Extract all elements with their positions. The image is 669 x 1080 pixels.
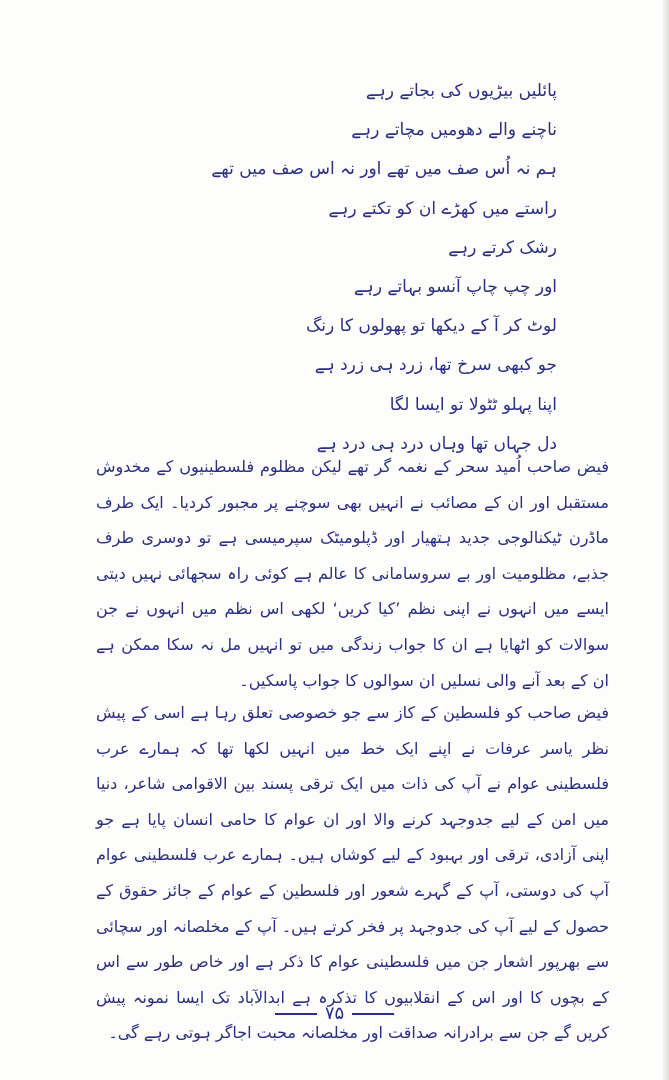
page-number-rule-right [352,1013,394,1015]
page-edge-shadow [663,0,669,1080]
poem-line: اور چپ چاپ آنسو بہاتے رہے [353,276,557,297]
poem-line: دل جہاں تھا وہاں درد ہی درد ہے [316,433,557,454]
poem-line: رشک کرتے رہے [448,237,557,258]
paragraph-text: فیض صاحب کو فلسطین کے کاز سے جو خصوصی تعلق رہا ہے اسی کے پیش نظر یاسر عرفات نے اپنے ایک خط میں انہیں لکھا تھا کہ ہمارے عرب فلسطینی عوام نے آپ کی ذات میں ایک ترقی پسند بین الاقوامی شاعر، دنیا میں امن کے لیے جدوجہد کرنے والا اور ان عوام کا حامی انسان پایا ہے جو اپنی آزادی، ترقی اور بہبود کے لیے کوشاں ہیں۔ ہمارے عرب فلسطینی عوام آپ کی دوستی، آپ کے گہرے شعور اور فلسطین کے عوام کے جائز حقوق کے حصول کے لیے آپ کی جدوجہد پر فخر کرتے ہیں۔ آپ کے مخلصانہ اور سچائی سے بھرپور اشعار جن میں فلسطینی عوام کا ذکر ہے اور خاص طور سے اس کے بچوں کا اور اس کے انقلابیوں کا تذکرہ ہے ابدالآباد تک ایسا نمونہ پیش کریں گے جن سے برادرانہ صداقت اور مخلصانہ محبت اجاگر ہوتی رہے گی۔ [96,703,609,1043]
poem-line: لوٹ کر آ کے دیکھا تو پھولوں کا رنگ [306,316,557,337]
paragraph-text: فیض صاحب اُمید سحر کے نغمہ گر تھے لیکن مظلوم فلسطینیوں کے مخدوش مستقبل اور ان کے مصائب نے انہیں بھی سوچنے پر مجبور کردیا۔ ایک طرف ماڈرن ٹیکنالوجی جدید ہتھیار اور ڈپلومیٹک سپرمیسی ہے تو دوسری طرف جذبے، مظلومیت اور بے سروسامانی کا عالم ہے کوئی راہ سجھائی نہیں دیتی ایسے میں انہوں نے اپنی نظم ’کیا کریں‘ لکھی اس نظم میں انہوں نے جن سوالات کو اٹھایا ہے ان کا جواب زندگی میں تو انہیں مل نہ سکا ممکن ہے ان کے بعد آنے والی نسلیں ان سوالوں کا جواب پاسکیں۔ [96,457,609,690]
poem-line: راستے میں کھڑے ان کو تکتے رہے [328,198,557,219]
poem-line: جو کبھی سرخ تھا، زرد ہی زرد ہے [314,355,557,376]
page-number [0,1003,669,1024]
poem-line: پائلیں بیڑیوں کی بجاتے رہے [365,81,557,101]
paragraph-1 [96,449,609,698]
poem-block [177,72,557,464]
paragraph-2 [96,695,609,1051]
page-number-text: ۷۵ [324,1003,345,1024]
poem-line: ہم نہ اُس صف میں تھے اور نہ اس صف میں تھے [211,159,557,180]
poem-line: اپنا پہلو ٹٹولا تو ایسا لگا [389,394,557,415]
poem-line: ناچنے والے دھومیں مچاتے رہے [351,120,557,141]
page-number-rule-left [275,1013,317,1015]
